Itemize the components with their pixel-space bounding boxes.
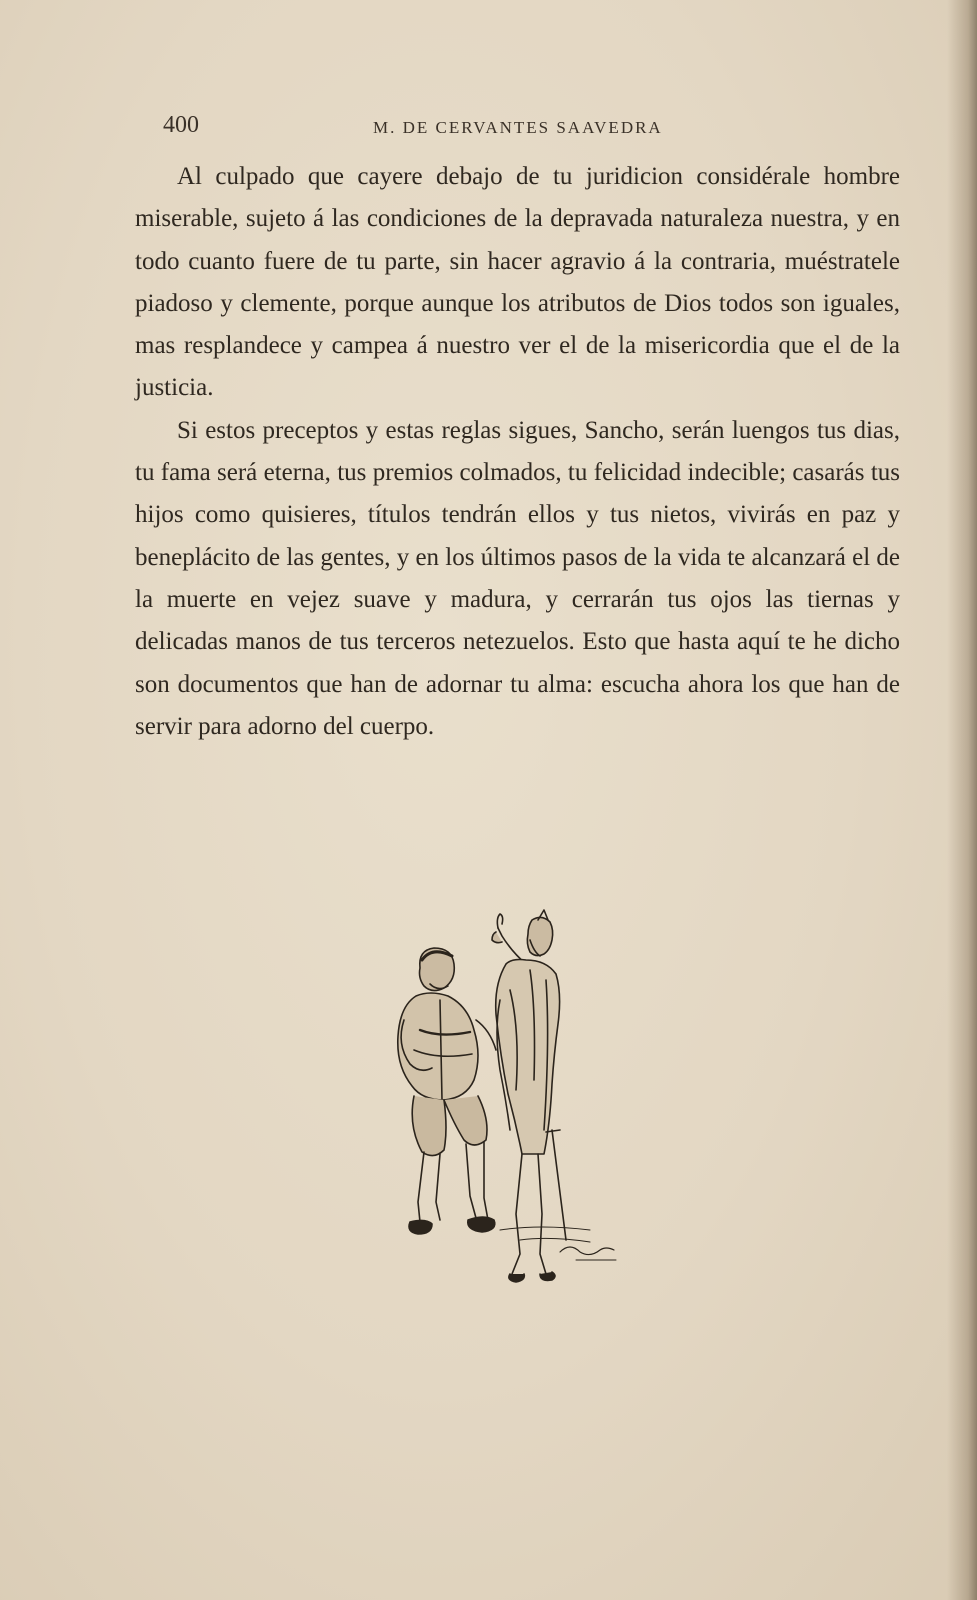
paragraph-2: Si estos preceptos y estas reglas sigues, Sancho, serán luengos tus dias, tu fama será eterna, tus premios colmados, tu felicidad indecible; casarás tus hijos como quisieres, títulos tendrán ellos y tus nietos, vivirás en paz y beneplácito de las gentes, y en los últimos pasos de la vida te alcanzará el de la muerte en vejez suave y madura, y cerrarán tus ojos las tiernas y delicadas manos de tus terceros netezuelos. Esto que hasta aquí te he dicho son documentos que han de adornar tu alma: escucha ahora los que han de servir para adorno del cuerpo. (135, 416, 901, 740)
quixote-sancho-engraving-icon (380, 900, 640, 1300)
page-header (163, 112, 863, 142)
sancho-panza-figure (398, 948, 496, 1234)
body-text (135, 156, 900, 748)
paragraph-1: Al culpado que cayere debajo de tu juridicion considérale hombre miserable, sujeto á las condiciones de la depravada naturaleza nuestra, y en todo cuanto fuere de tu parte, sin hacer agravio á la contraria, muéstratele piadoso y clemente, porque aunque los atributos de Dios todos son iguales, mas resplandece y campea á nuestro ver el de la misericordia que el de la justicia. (135, 163, 900, 402)
don-quixote-figure (492, 910, 566, 1282)
running-head: M. DE CERVANTES SAAVEDRA (373, 118, 663, 137)
page-number: 400 (163, 112, 199, 138)
gutter-shadow (947, 0, 977, 1600)
